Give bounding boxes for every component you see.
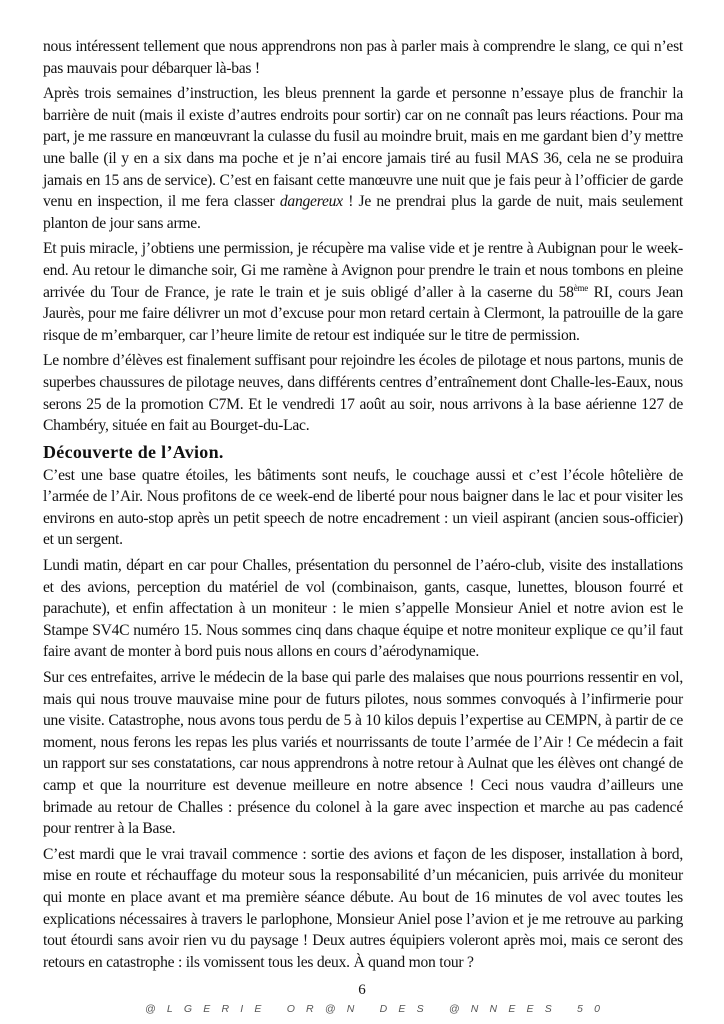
text-run: Et puis miracle, j’obtiens une permission, je récupère ma valise vide et je rentre à Aubignan pour le week-end. Au retour le dimanche soir, Gi me ramène à Avignon pour prendre le train et nous tombons en pleine arrivée du Tour de France, je rate le train et je suis obligé d’aller à la caserne du 58: [43, 240, 683, 301]
paragraph: nous intéressent tellement que nous apprendrons non pas à parler mais à comprendre le slang, ce qui n’est pas mauvais pour débarquer là-bas !: [43, 38, 683, 77]
emphasis: dangereux: [279, 193, 343, 211]
section-heading: Découverte de l’Avion.: [43, 441, 224, 462]
text-run: RI, cours Jean Jaurès, pour me faire délivrer un mot d’excuse pour mon retard certain à Clermont, la patrouille de la gare risque de m’embarquer, car l’heure limite de retour est indiquée sur le titre de permission.: [43, 283, 684, 344]
page-number: 6: [358, 982, 366, 998]
paragraph: [43, 238, 683, 346]
text-run: Après trois semaines d’instruction, les bleus prennent la garde et personne n’essaye plus de franchir la barrière de nuit (mais il existe d’autres endroits pour sortir) car on ne connaît pas leurs réactions. Pour ma part, je me rassure en manœuvrant la culasse du fusil au moindre bruit, mais en me gardant bien d’y mettre une balle (il y en a six dans ma poche et je n’ai encore jamais tiré au fusil MAS 36, cela ne se produira jamais en 15 ans de service). C’est en faisant cette manœuvre une nuit que je fais peur à l’officier de garde venu en inspection, il me fera classer: [43, 85, 683, 211]
paragraph: Sur ces entrefaites, arrive le médecin de la base qui parle des malaises que nous pourrions ressentir en vol, mais qui nous trouve mauvaise mine pour de futurs pilotes, nous sommes convoqués à l’infirmerie pour une visite. Catastrophe, nous avons tous perdu de 5 à 10 kilos depuis l’expertise au CEMPN, à partir de ce moment, nous ferons les repas les plus variés et nourrissants de toute l’armée de l’Air ! Ce médecin a fait un rapport sur ses constatations, car nous apprendrons à notre retour à Aulnat que les élèves ont changé de camp et que la nourriture est devenue meilleure en notre absence ! Ceci nous vaudra d’ailleurs une brimade au retour de Challes : présence du colonel à la gare avec inspection et marche au pas cadencé pour rentrer à la Base.: [43, 669, 683, 838]
paragraph: [43, 83, 683, 234]
paragraph: Le nombre d’élèves est finalement suffisant pour rejoindre les écoles de pilotage et nous partons, munis de superbes chaussures de pilotage neuves, dans différents centres d’entraînement dont Challe-les-Eaux, nous serons 25 de la promotion C7M. Et le vendredi 17 août au soir, nous arrivons à la base aérienne 127 de Chambéry, située en fait au Bourget-du-Lac.: [43, 352, 683, 435]
footer-banner: @LGERIE OR@N DES @NNEES 50: [145, 1003, 612, 1015]
paragraph: C’est mardi que le vrai travail commence : sortie des avions et façon de les disposer, installation à bord, mise en route et réchauffage du moteur sous la responsabilité d’un mécanicien, puis arrivée du moniteur qui monte en place avant et ma première séance débute. Au bout de 16 minutes de vol avec toutes les explications nécessaires à travers le parlophone, Monsieur Aniel pose l’avion et je me retrouve au parking tout étourdi sans avoir rien vu du paysage ! Deux autres équipiers voleront après moi, mais ce seront des retours en catastrophe : ils vomissent tous les deux. À quand mon tour ?: [43, 845, 683, 971]
paragraph: Lundi matin, départ en car pour Challes, présentation du personnel de l’aéro-club, visite des installations et des avions, perception du matériel de vol (combinaison, gants, casque, lunettes, blouson fourré et parachute), et enfin affectation à un moniteur : le mien s’appelle Monsieur Aniel et notre avion est le Stampe SV4C numéro 15. Nous sommes cinq dans chaque équipe et notre moniteur explique ce qu’il faut faire avant de monter à bord puis nous allons en cours d’aérodynamique.: [43, 557, 683, 661]
body-text: [43, 36, 683, 977]
text-run: ! Je ne prendrai plus la garde de nuit, mais seulement planton de jour sans arme.: [43, 193, 683, 232]
paragraph: C’est une base quatre étoiles, les bâtiments sont neufs, le couchage aussi et c’est l’école hôtelière de l’armée de l’Air. Nous profitons de ce week-end de liberté pour nous baigner dans le lac et pour visiter les environs en auto-stop après un petit speech de notre encadrement : un vieil aspirant (ancien sous-officier) et un sergent.: [43, 466, 683, 549]
superscript: ème: [573, 282, 588, 293]
